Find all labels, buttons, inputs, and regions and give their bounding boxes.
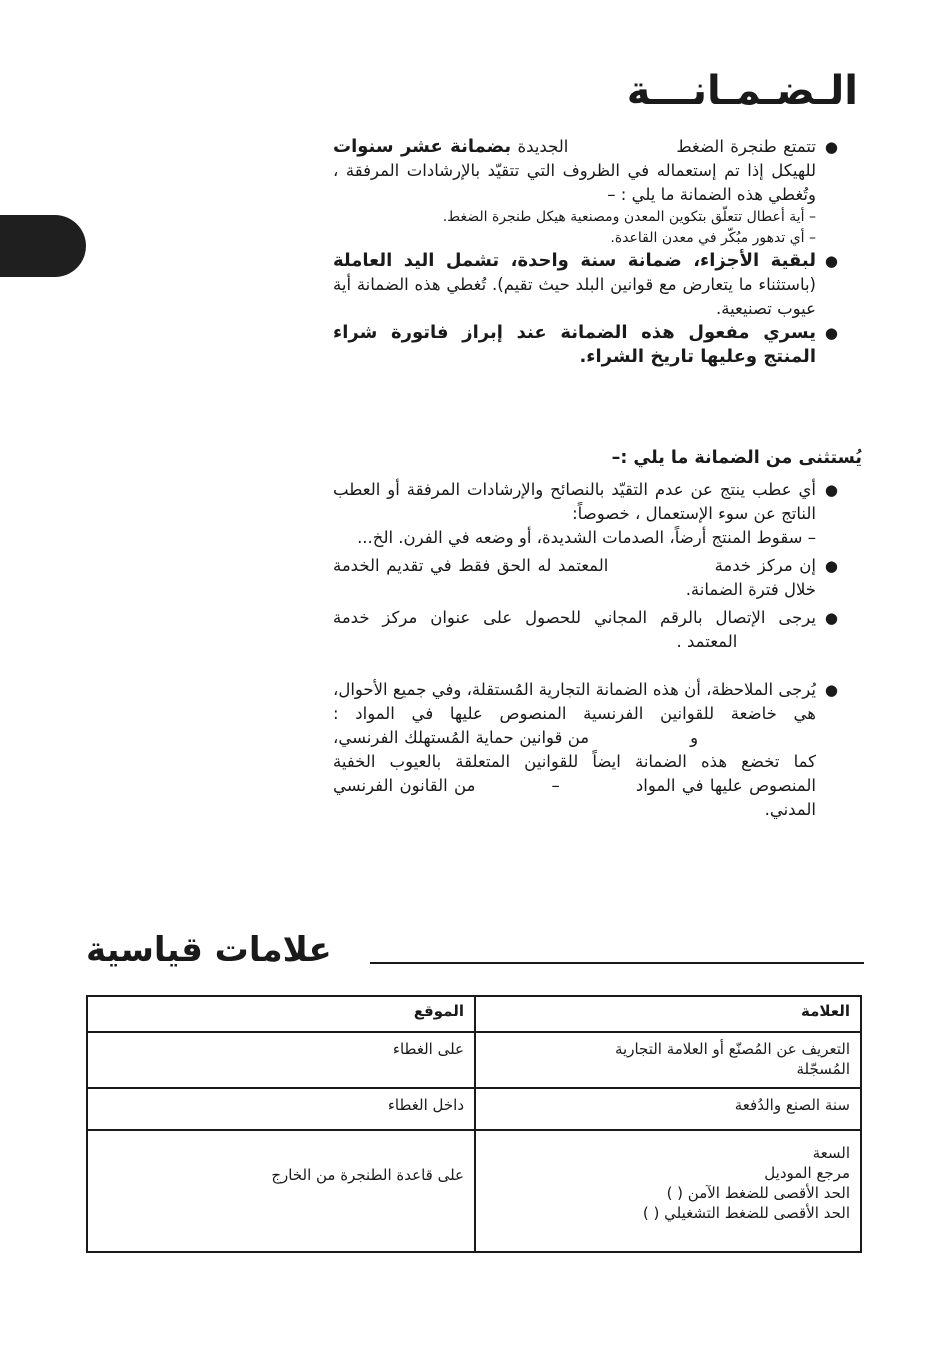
exclusion-item — [333, 678, 838, 822]
exclusion-text: يرجى الإتصال بالرقم المجاني للحصول على عنوان مركز خدمة — [333, 608, 816, 627]
warranty-intro-new: الجديدة — [517, 137, 569, 156]
header-location: الموقع — [87, 996, 475, 1032]
warranty-body: للهيكل إذا تم إستعماله في الظروف التي تتقيّد بالإرشادات المرفقة ، وتُغطي هذه الضمانة ما يلي : – — [333, 161, 816, 204]
exclusions-section — [333, 448, 862, 468]
mark-line: السعة — [812, 1144, 850, 1162]
warranty-paragraph-2 — [333, 249, 838, 321]
table-cell-mark — [475, 1130, 861, 1252]
warranty-ten-years: بضمانة عشر سنوات — [333, 136, 512, 157]
mark-line: الحد الأقصى للضغط الآمن ( ) — [666, 1184, 850, 1202]
bullet-icon: ● — [824, 681, 838, 699]
exclusion-text: يُرجى الملاحظة، أن هذه الضمانة التجارية المُستقلة، وفي جميع الأحوال، هي خاضعة للقوانين الفرنسية المنصوص عليها في المواد : — [333, 680, 816, 723]
table-row — [87, 1032, 861, 1088]
warranty-section — [333, 135, 838, 369]
warranty-intro: تتمتع طنجرة الضغط — [676, 137, 816, 156]
standards-table-body — [87, 1032, 861, 1252]
warranty-sub-item: – أية أعطال تتعلّق بتكوين المعدن ومصنعية هيكل طنجرة الضغط. — [442, 209, 816, 225]
mark-line: سنة الصنع والدُفعة — [734, 1096, 850, 1114]
exclusion-text: و — [690, 728, 699, 747]
exclusion-sub-item: – سقوط المنتج أرضاً، الصدمات الشديدة، أو وضعه في الفرن. الخ... — [357, 528, 816, 547]
exclusions-heading: يُستثنى من الضمانة ما يلي :– — [611, 448, 862, 468]
header-mark: العلامة — [475, 996, 861, 1032]
table-cell-mark — [475, 1032, 861, 1088]
exclusion-text: المعتمد . — [676, 632, 738, 651]
table-header-row — [87, 996, 861, 1032]
exclusion-text: إن مركز خدمة — [714, 556, 817, 575]
table-row — [87, 1088, 861, 1130]
section-divider — [370, 962, 864, 964]
page-title: الـضـمـانـــة — [626, 68, 858, 114]
mark-line: التعريف عن المُصنّع أو العلامة التجارية — [614, 1040, 850, 1058]
table-row — [87, 1130, 861, 1252]
exclusion-text: أي عطب ينتج عن عدم التقيّد بالنصائح والإرشادات المرفقة أو العطب الناتج عن سوء الإستعمال ، خصوصاً: — [333, 480, 816, 523]
warranty-invoice: يسري مفعول هذه الضمانة عند إبراز فاتورة شراء المنتج وعليها تاريخ الشراء. — [333, 322, 816, 367]
section-tab-marker — [0, 215, 86, 277]
mark-line: مرجع الموديل — [764, 1164, 850, 1182]
bullet-icon: ● — [824, 138, 838, 156]
exclusion-item — [333, 554, 838, 602]
warranty-paragraph-1 — [333, 135, 838, 249]
table-cell-location: على الغطاء — [87, 1032, 475, 1088]
bullet-icon: ● — [824, 481, 838, 499]
exclusion-item — [333, 478, 838, 550]
exclusion-item — [333, 606, 838, 654]
table-cell-mark — [475, 1088, 861, 1130]
bullet-icon: ● — [824, 252, 838, 270]
warranty-sub-item: – أي تدهور مبُكّر في معدن القاعدة. — [610, 230, 816, 246]
mark-line: الحد الأقصى للضغط التشغيلي ( ) — [642, 1204, 850, 1222]
exclusions-list — [333, 478, 838, 822]
exclusion-text: المعتمد له الحق فقط في تقديم الخدمة خلال فترة الضمانة. — [333, 556, 816, 599]
bullet-icon: ● — [824, 324, 838, 342]
table-cell-location: داخل الغطاء — [87, 1088, 475, 1130]
exclusion-text: من قوانين حماية المُستهلك الفرنسي، كما تخضع هذه الضمانة ايضاً للقوانين المتعلقة بالعيوب الخفية المنصوص عليها في المواد — [333, 728, 817, 795]
exclusion-text: من القانون الفرنسي المدني. — [333, 776, 816, 819]
table-cell-location: على قاعدة الطنجرة من الخارج — [87, 1130, 475, 1252]
warranty-parts: لبقية الأجزاء، ضمانة سنة واحدة، تشمل اليد العاملة — [333, 250, 816, 271]
standards-title: علامات قياسية — [86, 930, 332, 970]
warranty-parts-body: (باستثناء ما يتعارض مع قوانين البلد حيث تقيم). تُغطي هذه الضمانة أية عيوب تصنيعية. — [333, 275, 816, 318]
bullet-icon: ● — [824, 557, 838, 575]
standards-table — [86, 995, 862, 1253]
mark-line: المُسجّلة — [796, 1060, 850, 1078]
warranty-paragraph-3 — [333, 321, 838, 369]
exclusion-text: – — [551, 776, 560, 795]
bullet-icon: ● — [824, 609, 838, 627]
